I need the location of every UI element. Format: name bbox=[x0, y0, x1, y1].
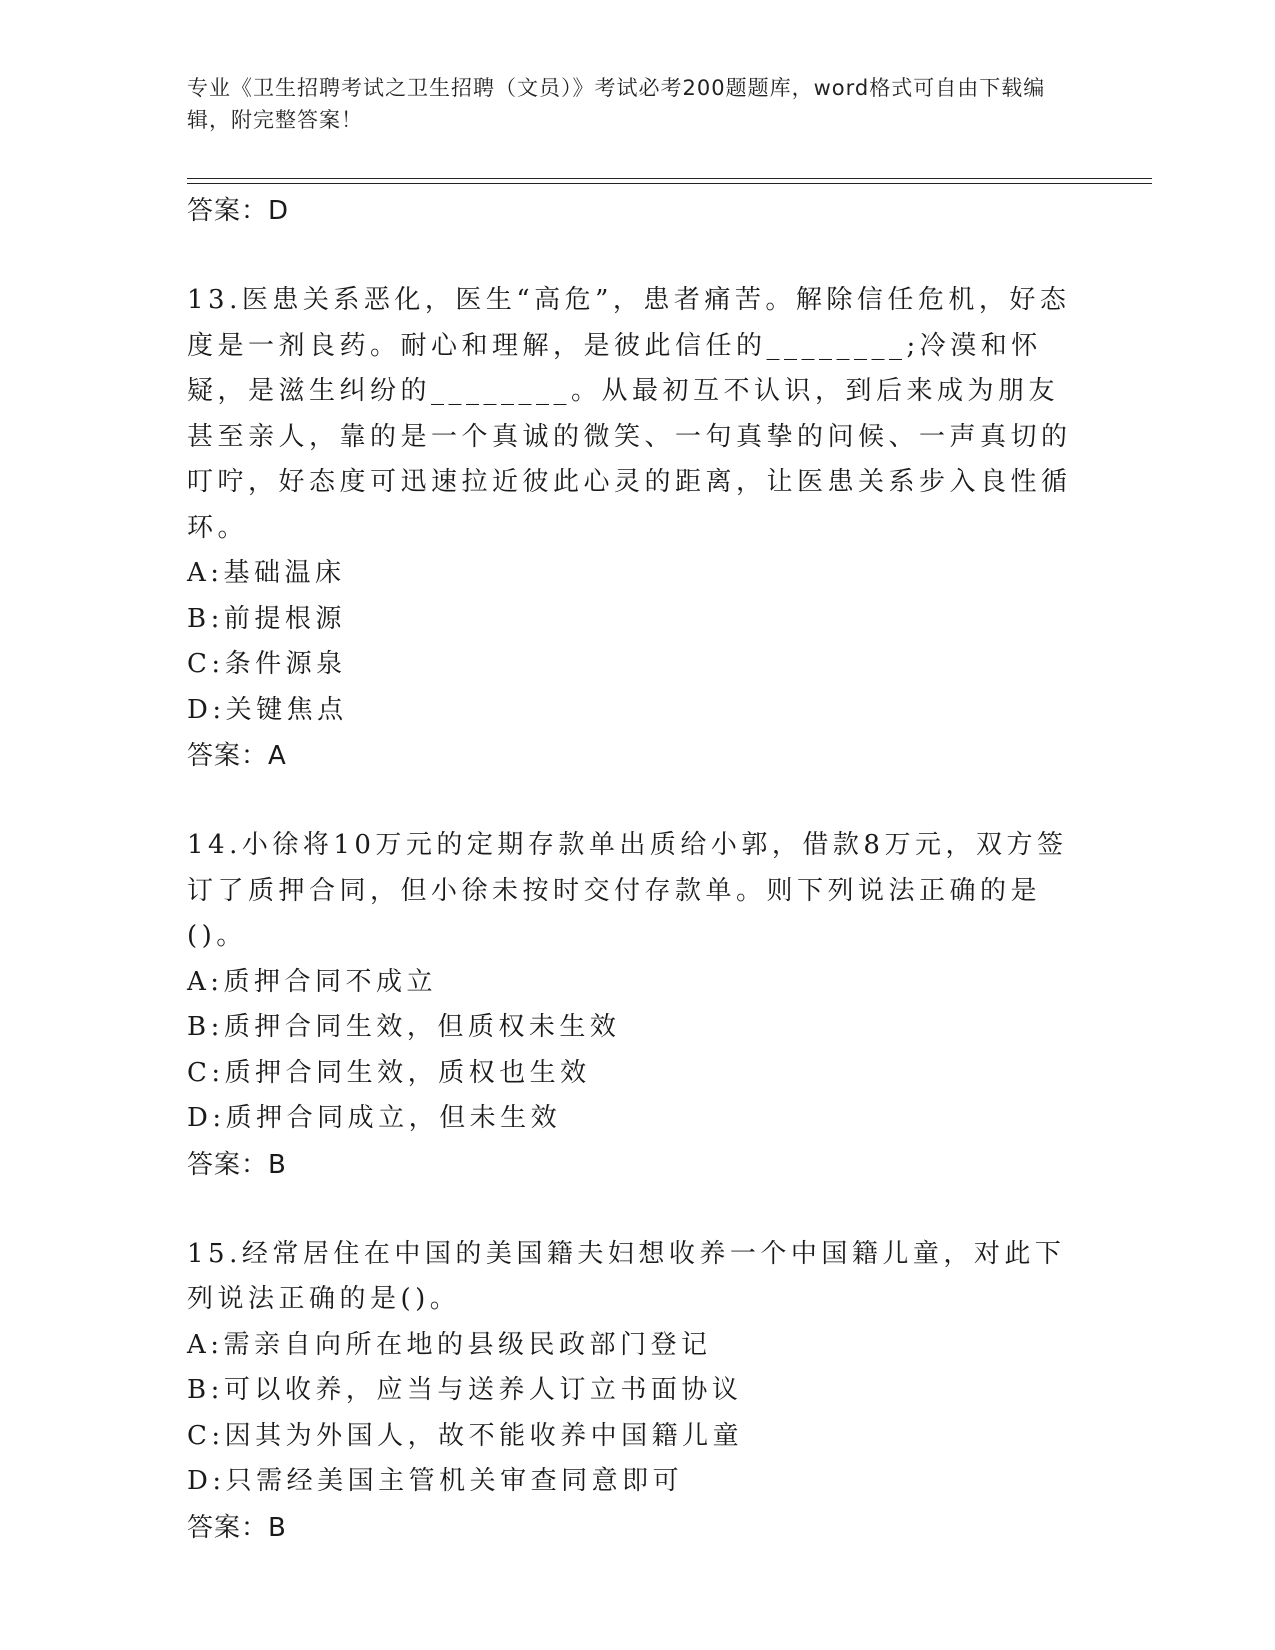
question-list bbox=[187, 188, 1077, 1551]
option-b: B:可以收养，应当与送养人订立书面协议 bbox=[187, 1375, 743, 1405]
question-stem: 15.经常居住在中国的美国籍夫妇想收养一个中国籍儿童，对此下列说法正确的是()。 bbox=[187, 1238, 1066, 1314]
answer-line: 答案：A bbox=[187, 741, 287, 771]
question-15 bbox=[187, 1232, 1077, 1551]
answer-line: 答案：B bbox=[187, 1149, 287, 1180]
question-stem: 13.医患关系恶化，医生“高危”，患者痛苦。解除信任危机，好态度是一剂良药。耐心和理解，是彼此信任的________;冷漠和怀疑，是滋生纠纷的________。从最初互不认识，到后来成为朋友甚至亲人，靠的是一个真诚的微笑、一句真挚的问候、一声真切的叮咛，好态度可迅速拉近彼此心灵的距离，让医患关系步入良性循环。 bbox=[187, 285, 1072, 543]
question-13 bbox=[187, 278, 1077, 779]
option-a: A:需亲自向所在地的县级民政部门登记 bbox=[187, 1329, 712, 1360]
option-b: B:前提根源 bbox=[187, 603, 346, 634]
option-c: C:质押合同生效，质权也生效 bbox=[187, 1057, 591, 1088]
question-stem: 14.小徐将10万元的定期存款单出质给小郭，借款8万元，双方签订了质押合同，但小徐未按时交付存款单。则下列说法正确的是()。 bbox=[187, 830, 1068, 951]
option-d: D:关键焦点 bbox=[187, 694, 348, 725]
document-header: 专业《卫生招聘考试之卫生招聘（文员）》考试必考200题题库，word格式可自由下载编辑，附完整答案！ bbox=[187, 76, 1046, 132]
answer-line: 答案：D bbox=[187, 196, 290, 226]
option-a: A:基础温床 bbox=[187, 558, 346, 588]
header-rule-top bbox=[187, 178, 1152, 179]
header-rule-bottom bbox=[187, 183, 1152, 184]
option-a: A:质押合同不成立 bbox=[187, 966, 438, 997]
answer-line: 答案：B bbox=[187, 1512, 287, 1543]
option-d: D:只需经美国主管机关审查同意即可 bbox=[187, 1466, 684, 1496]
option-b: B:质押合同生效，但质权未生效 bbox=[187, 1012, 621, 1042]
option-d: D:质押合同成立，但未生效 bbox=[187, 1103, 562, 1133]
option-c: C:因其为外国人，故不能收养中国籍儿童 bbox=[187, 1420, 744, 1451]
question-14 bbox=[187, 823, 1077, 1188]
option-c: C:条件源泉 bbox=[187, 649, 347, 679]
